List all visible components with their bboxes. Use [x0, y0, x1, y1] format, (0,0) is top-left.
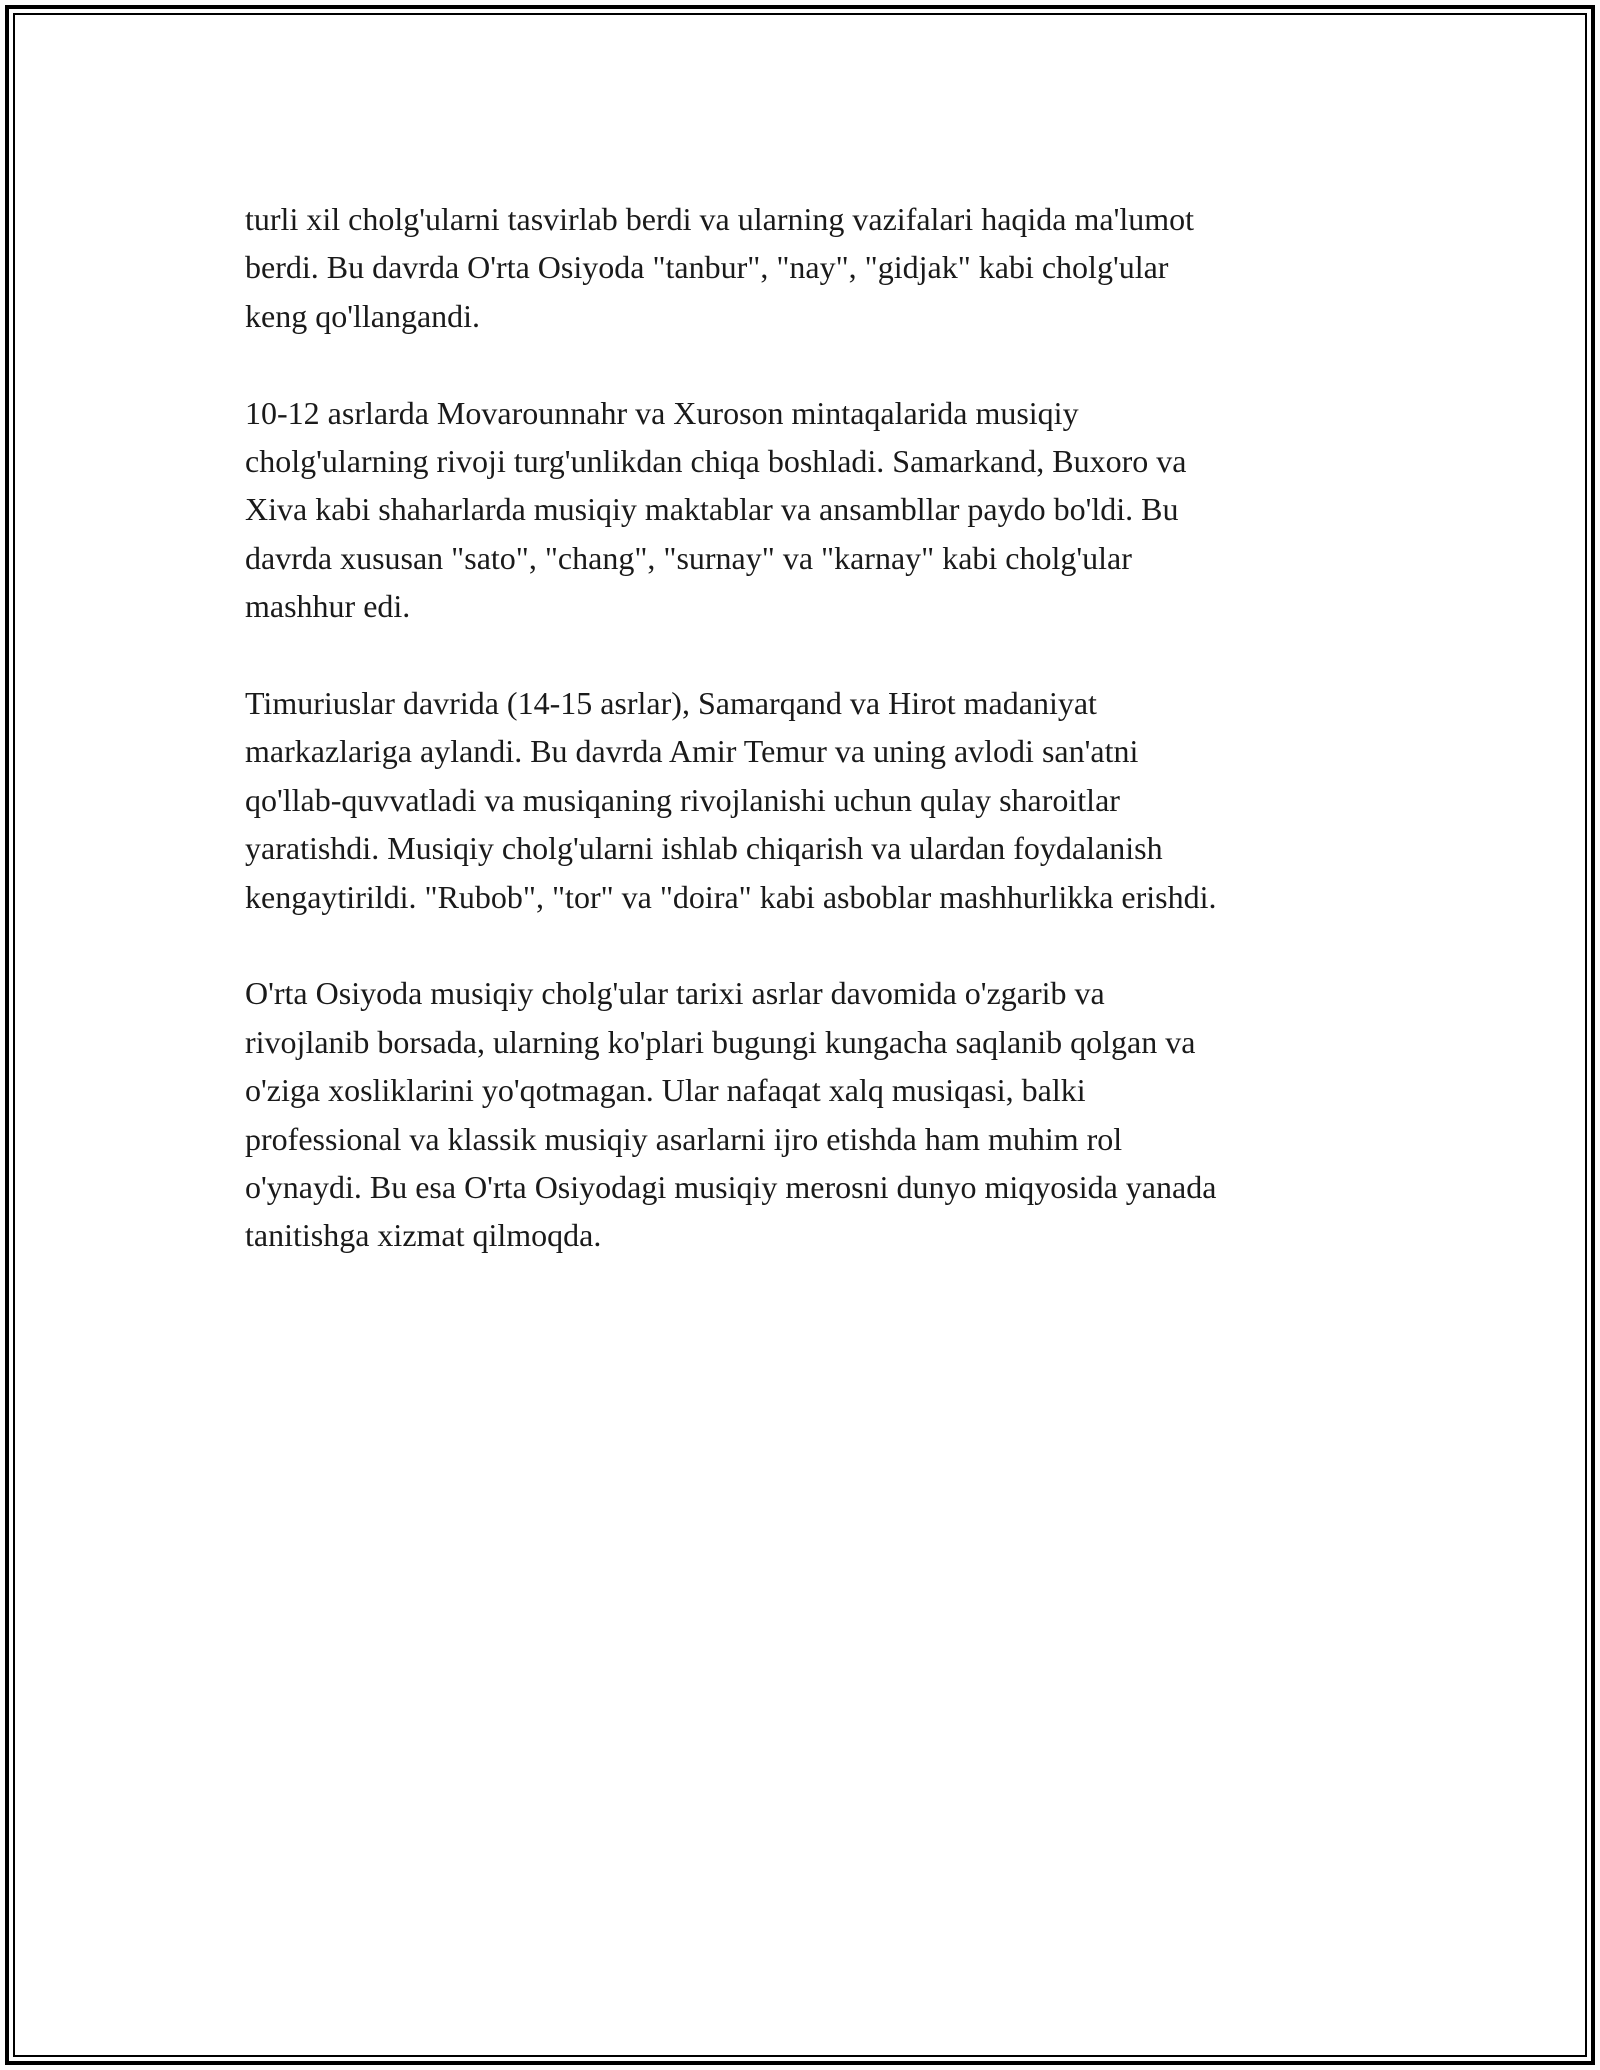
text-line: kengaytirildi. "Rubob", "tor" va "doira" kabi asboblar mashhurlikka erishdi. — [245, 878, 1217, 915]
text-line: markazlariga aylandi. Bu davrda Amir Temur va uning avlodi san'atni — [245, 733, 1139, 770]
paragraph-2 — [245, 389, 1375, 631]
text-line: berdi. Bu davrda O'rta Osiyoda "tanbur", "nay", "gidjak" kabi cholg'ular — [245, 249, 1169, 286]
text-line: Timuriuslar davrida (14-15 asrlar), Samarqand va Hirot madaniyat — [245, 685, 1097, 722]
text-line: cholg'ularning rivoji turg'unlikdan chiqa boshladi. Samarkand, Buxoro va — [245, 443, 1187, 480]
paragraph-1 — [245, 195, 1375, 340]
text-line: turli xil cholg'ularni tasvirlab berdi va ularning vazifalari haqida ma'lumot — [245, 201, 1195, 237]
text-line: mashhur edi. — [245, 588, 411, 625]
text-line: yaratishdi. Musiqiy cholg'ularni ishlab chiqarish va ulardan foydalanish — [245, 830, 1163, 867]
text-line: 10-12 asrlarda Movarounnahr va Xuroson mintaqalarida musiqiy — [245, 394, 1079, 431]
document-body — [245, 195, 1375, 1308]
text-line: qo'llab-quvvatladi va musiqaning rivojlanishi uchun qulay sharoitlar — [245, 781, 1120, 818]
text-line: keng qo'llangandi. — [245, 297, 481, 334]
text-line: professional va klassik musiqiy asarlarni ijro etishda ham muhim rol — [245, 1120, 1123, 1157]
text-line: davrda xususan "sato", "chang", "surnay" va "karnay" kabi cholg'ular — [245, 539, 1132, 576]
text-line: o'ziga xosliklarini yo'qotmagan. Ular nafaqat xalq musiqasi, balki — [245, 1072, 1086, 1109]
text-line: rivojlanib borsada, ularning ko'plari bugungi kungacha saqlanib qolgan va — [245, 1023, 1196, 1060]
text-line: o'ynaydi. Bu esa O'rta Osiyodagi musiqiy merosni dunyo miqyosida yanada — [245, 1169, 1217, 1206]
text-line: tanitishga xizmat qilmoqda. — [245, 1217, 602, 1254]
text-line: O'rta Osiyoda musiqiy cholg'ular tarixi asrlar davomida o'zgarib va — [245, 975, 1105, 1012]
paragraph-3 — [245, 679, 1375, 921]
paragraph-4 — [245, 969, 1375, 1259]
page-border — [5, 5, 1595, 2065]
text-line: Xiva kabi shaharlarda musiqiy maktablar va ansambllar paydo bo'ldi. Bu — [245, 491, 1179, 528]
